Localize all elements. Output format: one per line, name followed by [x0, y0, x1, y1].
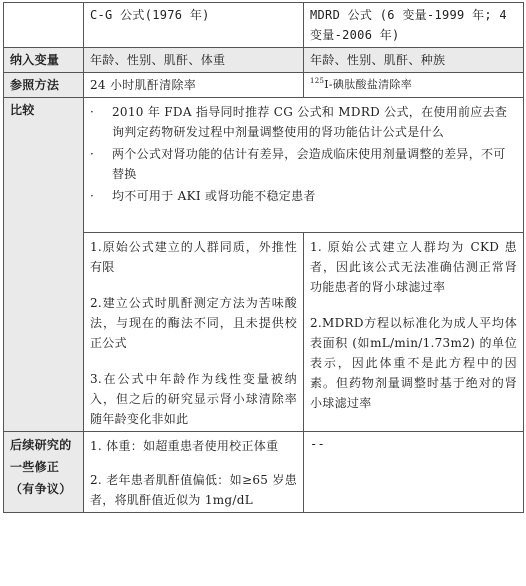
isotope-superscript: 125	[310, 77, 325, 85]
cg-followup	[84, 432, 304, 513]
compare-summary-cell	[84, 98, 524, 233]
row-label-compare: 比较	[4, 98, 84, 432]
row-label-followup: 后续研究的一些修正（有争议）	[4, 432, 84, 513]
cg-limitations	[84, 233, 304, 432]
cg-limitation-item: 1.原始公式建立的人群同质，外推性有限	[90, 240, 297, 274]
bullet-symbol: ·	[90, 147, 95, 161]
mdrd-reference	[304, 73, 524, 98]
header-empty-cell	[4, 3, 84, 48]
bullet-symbol: ·	[90, 105, 95, 119]
cg-limitation-item: 3.在公式中年龄作为线性变量被纳入，但之后的研究显示肾小球清除率随年龄变化非如此	[90, 372, 297, 426]
compare-bullet	[90, 144, 517, 184]
mdrd-reference-text: I-碘肽酸盐清除率	[324, 78, 413, 91]
row-inclusion	[4, 48, 524, 73]
compare-bullet-text: 均不可用于 AKI 或肾功能不稳定患者	[112, 189, 316, 203]
compare-bullet	[90, 186, 517, 206]
row-reference	[4, 73, 524, 98]
cg-inclusion: 年龄、性别、肌酐、体重	[84, 48, 304, 73]
header-mdrd: MDRD 公式 (6 变量-1999 年; 4 变量-2006 年)	[304, 3, 524, 48]
mdrd-limitation-item: 2.MDRD方程以标准化为成人平均体表面积 (如mL/min/1.73m2) 的单位表示，因此体重不是此方程中的因素。但药物剂量调整时基于绝对的肾小球滤过率	[310, 316, 517, 410]
mdrd-followup: --	[304, 432, 524, 513]
row-followup	[4, 432, 524, 513]
mdrd-inclusion: 年龄、性别、肌酐、种族	[304, 48, 524, 73]
row-label-inclusion: 纳入变量	[4, 48, 84, 73]
mdrd-limitation-item: 1. 原始公式建立人群均为 CKD 患者，因此该公式无法准确估测正常肾功能患者的肾小球滤过率	[310, 240, 517, 294]
cg-reference: 24 小时肌酐清除率	[84, 73, 304, 98]
cg-followup-item: 1. 体重：如超重患者使用校正体重	[90, 439, 279, 453]
compare-bullet-text: 2010 年 FDA 指导同时推荐 CG 公式和 MDRD 公式，在使用前应去查询判定药物研发过程中剂量调整使用的肾功能估计公式是什么	[112, 105, 508, 139]
cg-followup-item: 2. 老年患者肌酐值偏低：如≥65 岁患者，将肌酐值近似为 1mg/dL	[90, 473, 297, 507]
row-label-reference: 参照方法	[4, 73, 84, 98]
bullet-symbol: ·	[90, 189, 95, 203]
row-compare-summary	[4, 98, 524, 233]
comparison-table	[3, 2, 524, 513]
cg-limitation-item: 2.建立公式时肌酐测定方法为苦味酸法，与现在的酶法不同，且未提供校正公式	[90, 296, 297, 350]
header-cg: C-G 公式(1976 年)	[84, 3, 304, 48]
compare-bullet-text: 两个公式对肾功能的估计有差异，会造成临床使用剂量调整的差异，不可替换	[112, 147, 506, 181]
compare-bullet	[90, 102, 517, 142]
header-row	[4, 3, 524, 48]
mdrd-limitations	[304, 233, 524, 432]
